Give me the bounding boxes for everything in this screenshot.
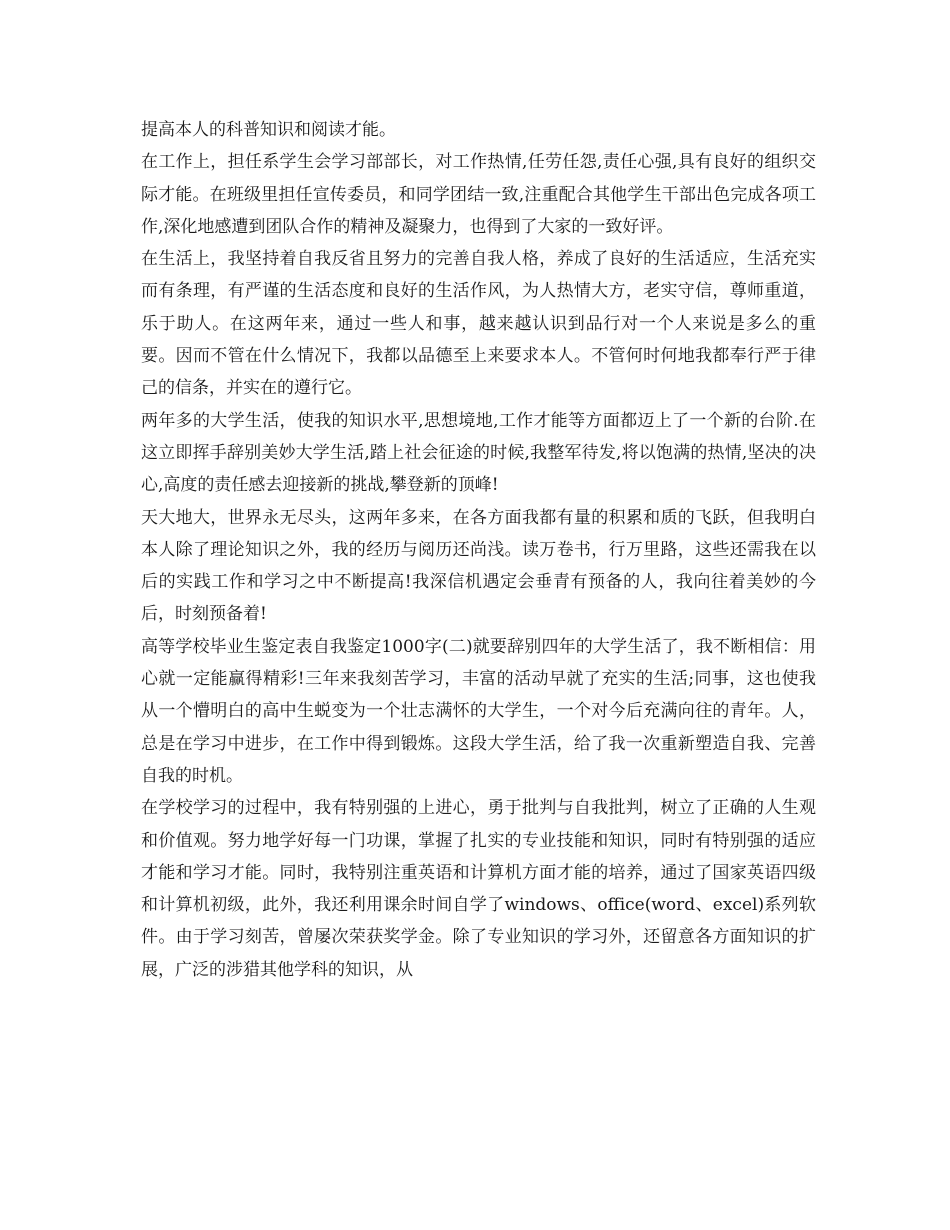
paragraph-1: 提高本人的科普知识和阅读才能。: [141, 120, 396, 140]
paragraph-6: 高等学校毕业生鉴定表自我鉴定1000字(二)就要辞别四年的大学生活了，我不断相信：用心就一定能赢得精彩!三年来我刻苦学习，丰富的活动早就了充实的生活;同事，这也使我从一个懵明白的高中生蜕变为一个壮志满怀的大学生，一个对今后充满向往的青年。人，总是在学习中进步，在工作中得到锻炼。这段大学生活，给了我一次重新塑造自我、完善自我的时机。: [141, 636, 816, 786]
paragraph-4: 两年多的大学生活，使我的知识水平,思想境地,工作才能等方面都迈上了一个新的台阶.在这立即挥手辞别美妙大学生活,踏上社会征途的时候,我整军待发,将以饱满的热情,坚决的决心,高度的责任感去迎接新的挑战,攀登新的顶峰!: [141, 410, 816, 496]
paragraph-7: 在学校学习的过程中，我有特别强的上进心，勇于批判与自我批判，树立了正确的人生观和价值观。努力地学好每一门功课，掌握了扎实的专业技能和知识，同时有特别强的适应才能和学习才能。同时，我特别注重英语和计算机方面才能的培养，通过了国家英语四级和计算机初级，此外，我还利用课余时间自学了windows、office(word、excel)系列软件。由于学习刻苦，曾屡次荣获奖学金。除了专业知识的学习外，还留意各方面知识的扩展，广泛的涉猎其他学科的知识，从: [141, 798, 816, 980]
paragraph-2: 在工作上，担任系学生会学习部部长，对工作热情,任劳任怨,责任心强,具有良好的组织交际才能。在班级里担任宣传委员，和同学团结一致,注重配合其他学生干部出色完成各项工作,深化地感遭到团队合作的精神及凝聚力，也得到了大家的一致好评。: [141, 152, 816, 237]
paragraph-3: 在生活上，我坚持着自我反省且努力的完善自我人格，养成了良好的生活适应，生活充实而有条理，有严谨的生活态度和良好的生活作风，为人热情大方，老实守信，尊师重道，乐于助人。在这两年来，通过一些人和事，越来越认识到品行对一个人来说是多么的重要。因而不管在什么情况下，我都以品德至上来要求本人。不管何时何地我都奉行严于律己的信条，并实在的遵行它。: [141, 249, 816, 399]
paragraph-5: 天大地大，世界永无尽头，这两年多来，在各方面我都有量的积累和质的飞跃，但我明白本人除了理论知识之外，我的经历与阅历还尚浅。读万卷书，行万里路，这些还需我在以后的实践工作和学习之中不断提高!我深信机遇定会垂青有预备的人，我向往着美妙的今后，时刻预备着!: [141, 507, 816, 625]
document-body: [141, 114, 816, 986]
